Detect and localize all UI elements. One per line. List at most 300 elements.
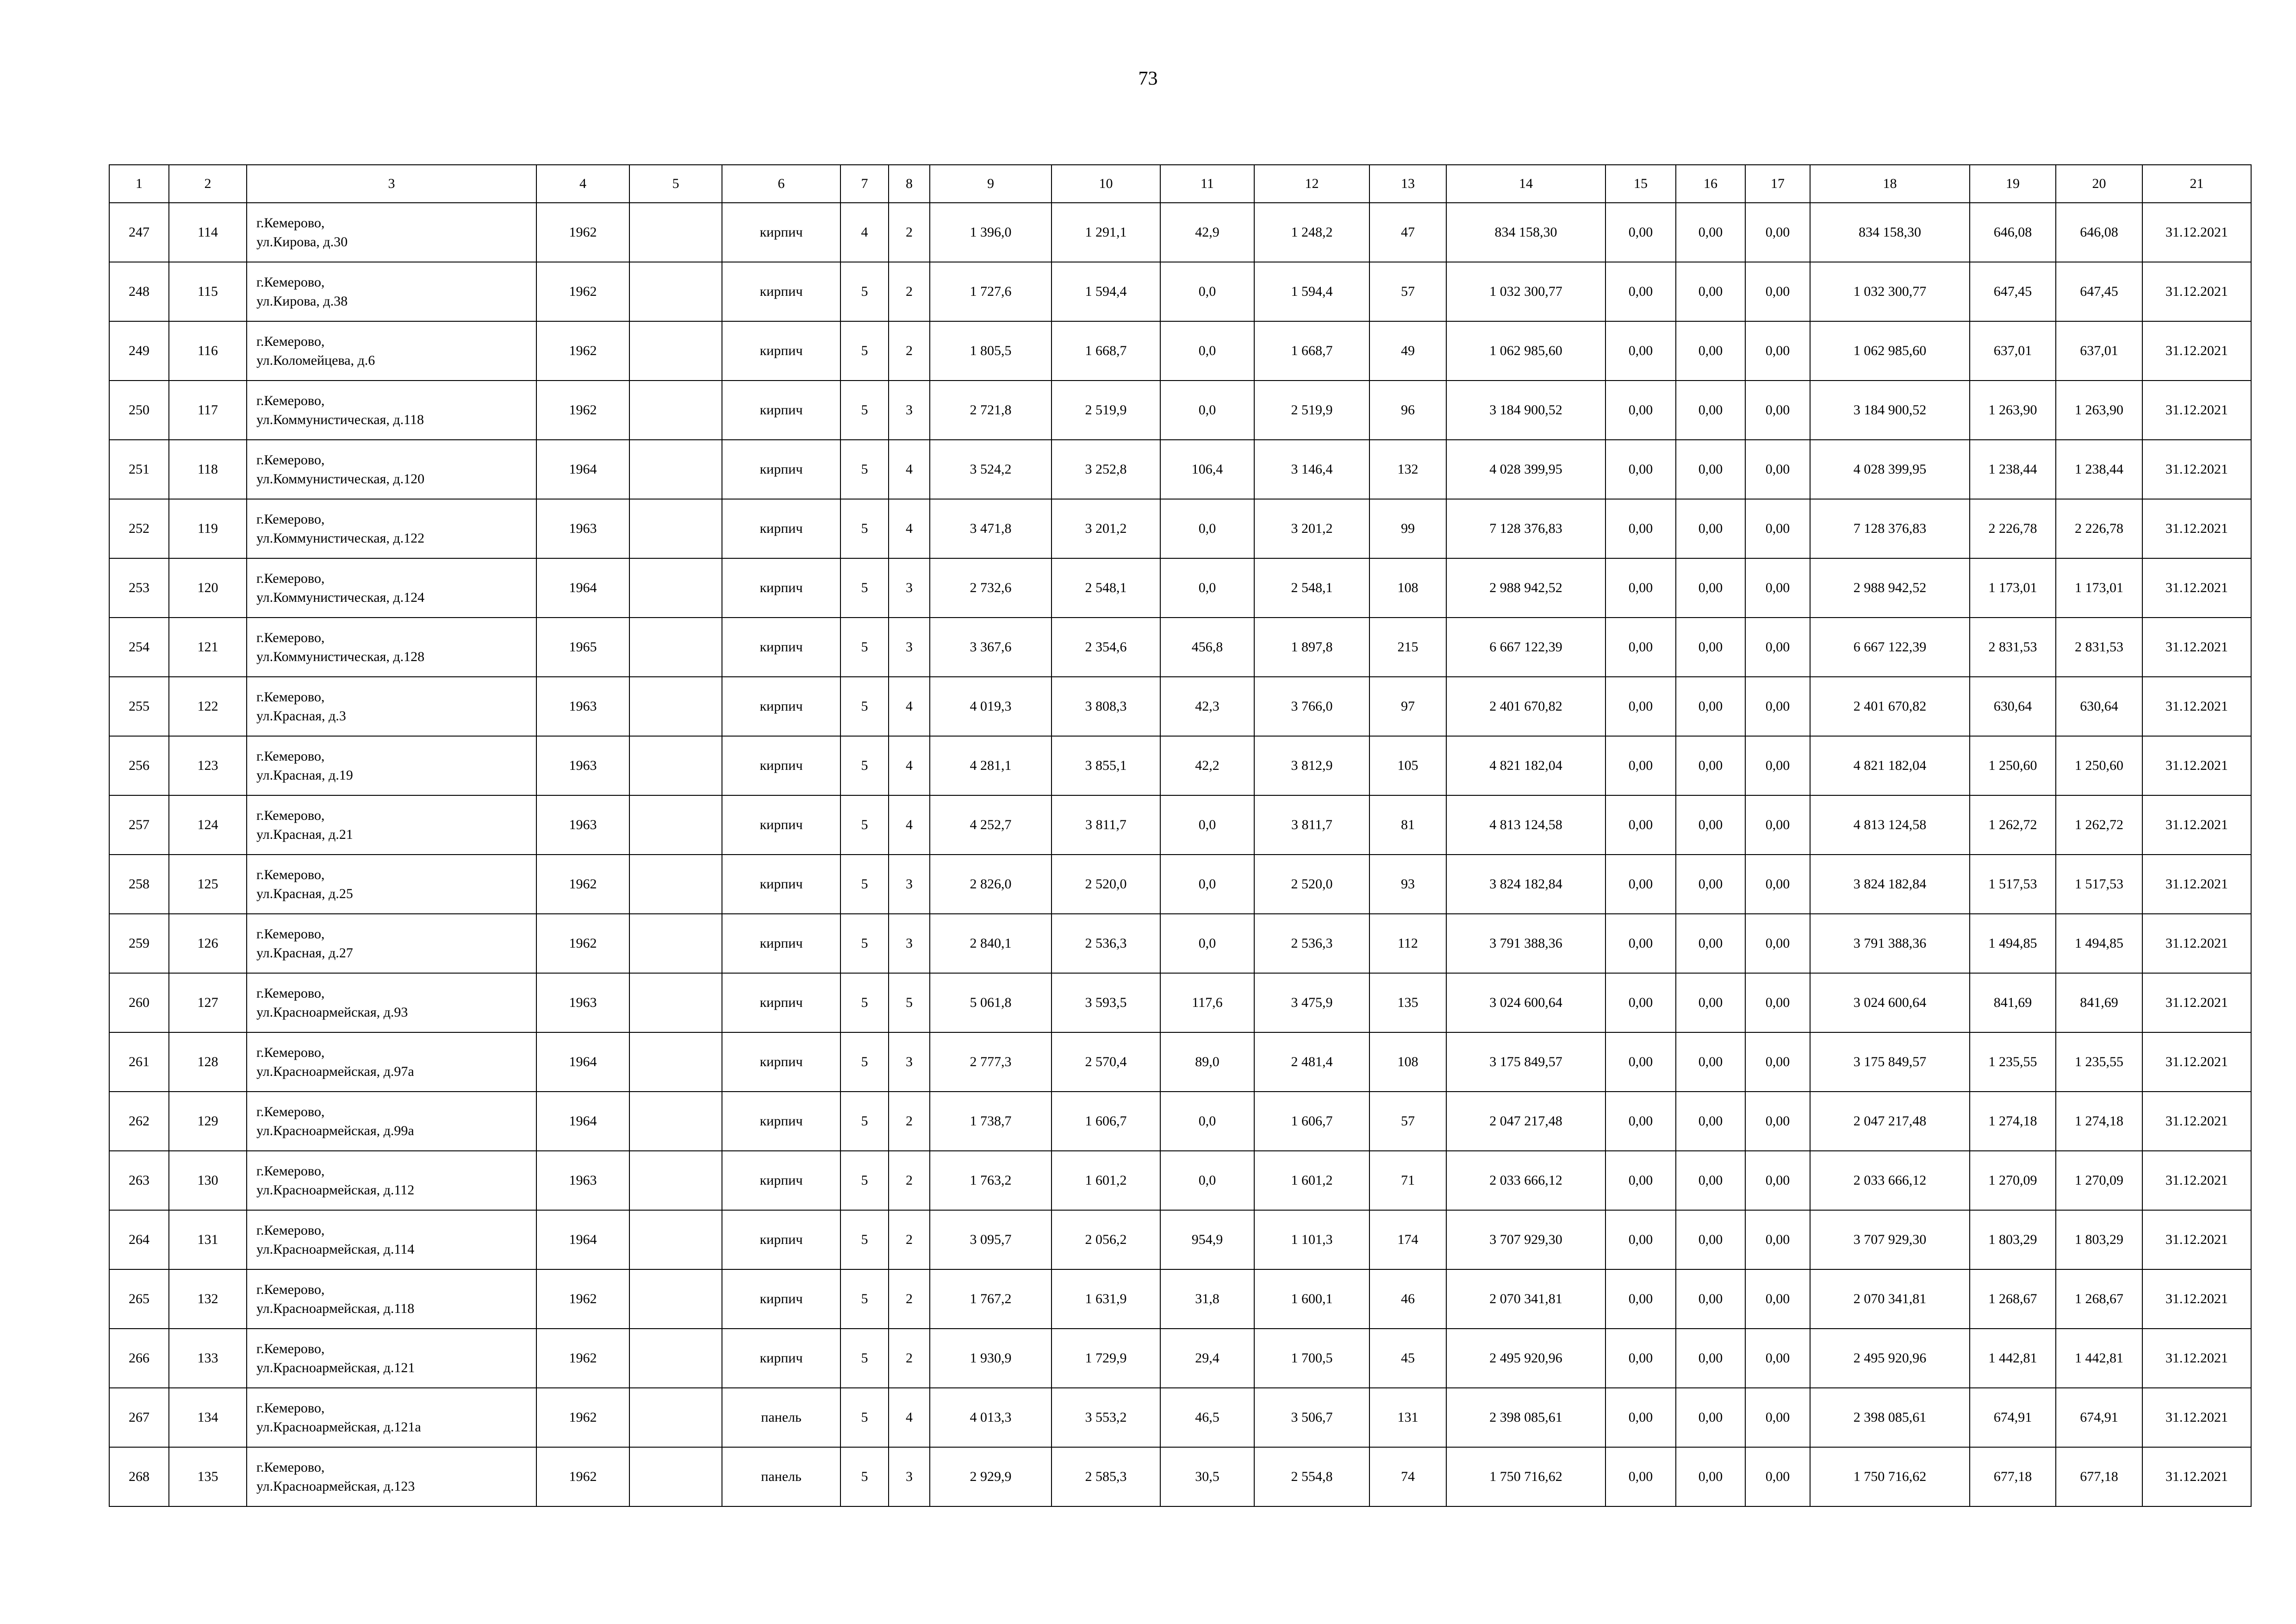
cell-col-7: 5 [840, 973, 889, 1032]
address-city: г.Кемерово, [256, 867, 325, 882]
cell-col-16: 0,00 [1676, 1032, 1745, 1092]
table-row [109, 855, 2251, 914]
cell-col-20: 647,45 [2056, 262, 2142, 321]
cell-col-11: 0,0 [1160, 499, 1254, 558]
cell-col-13: 174 [1369, 1210, 1446, 1269]
cell-col-5 [629, 618, 722, 677]
cell-col-11: 954,9 [1160, 1210, 1254, 1269]
cell-col-11: 0,0 [1160, 1151, 1254, 1210]
cell-col-11: 0,0 [1160, 558, 1254, 618]
cell-col-5 [629, 914, 722, 973]
cell-col-18: 2 401 670,82 [1810, 677, 1970, 736]
cell-col-11: 456,8 [1160, 618, 1254, 677]
cell-col-16: 0,00 [1676, 1269, 1745, 1329]
cell-col-18: 4 813 124,58 [1810, 795, 1970, 855]
cell-col-2: 127 [169, 973, 247, 1032]
cell-col-8: 2 [889, 203, 930, 262]
cell-col-14: 2 047 217,48 [1446, 1092, 1605, 1151]
cell-col-4: 1962 [536, 321, 629, 381]
cell-col-11: 0,0 [1160, 855, 1254, 914]
column-header-17: 17 [1745, 165, 1810, 203]
address-cell [247, 1210, 536, 1269]
cell-col-14: 7 128 376,83 [1446, 499, 1605, 558]
cell-col-11: 106,4 [1160, 440, 1254, 499]
cell-col-12: 1 601,2 [1254, 1151, 1369, 1210]
cell-col-4: 1962 [536, 1269, 629, 1329]
cell-col-10: 3 593,5 [1052, 973, 1160, 1032]
cell-col-19: 841,69 [1970, 973, 2056, 1032]
cell-col-10: 2 548,1 [1052, 558, 1160, 618]
cell-col-15: 0,00 [1605, 440, 1676, 499]
cell-col-19: 637,01 [1970, 321, 2056, 381]
cell-col-14: 4 821 182,04 [1446, 736, 1605, 795]
cell-col-1: 263 [109, 1151, 169, 1210]
address-city: г.Кемерово, [256, 512, 325, 527]
cell-col-10: 1 594,4 [1052, 262, 1160, 321]
table-row [109, 321, 2251, 381]
cell-col-1: 258 [109, 855, 169, 914]
cell-col-19: 1 250,60 [1970, 736, 2056, 795]
cell-col-2: 121 [169, 618, 247, 677]
cell-col-1: 265 [109, 1269, 169, 1329]
cell-col-1: 253 [109, 558, 169, 618]
cell-col-17: 0,00 [1745, 795, 1810, 855]
column-header-5: 5 [629, 165, 722, 203]
cell-col-16: 0,00 [1676, 558, 1745, 618]
cell-col-12: 2 519,9 [1254, 381, 1369, 440]
cell-col-13: 96 [1369, 381, 1446, 440]
cell-col-19: 1 173,01 [1970, 558, 2056, 618]
cell-col-6: кирпич [722, 1092, 840, 1151]
cell-col-18: 2 033 666,12 [1810, 1151, 1970, 1210]
cell-col-17: 0,00 [1745, 618, 1810, 677]
cell-col-13: 99 [1369, 499, 1446, 558]
cell-col-15: 0,00 [1605, 795, 1676, 855]
cell-col-16: 0,00 [1676, 1092, 1745, 1151]
cell-col-13: 57 [1369, 262, 1446, 321]
cell-col-14: 3 024 600,64 [1446, 973, 1605, 1032]
cell-col-6: кирпич [722, 381, 840, 440]
cell-col-12: 3 146,4 [1254, 440, 1369, 499]
cell-col-13: 81 [1369, 795, 1446, 855]
cell-col-11: 42,2 [1160, 736, 1254, 795]
table-row [109, 1092, 2251, 1151]
cell-col-10: 3 855,1 [1052, 736, 1160, 795]
cell-col-10: 3 811,7 [1052, 795, 1160, 855]
cell-col-19: 1 274,18 [1970, 1092, 2056, 1151]
cell-col-21: 31.12.2021 [2142, 381, 2251, 440]
cell-col-20: 1 268,67 [2056, 1269, 2142, 1329]
cell-col-21: 31.12.2021 [2142, 440, 2251, 499]
cell-col-4: 1964 [536, 1032, 629, 1092]
cell-col-20: 646,08 [2056, 203, 2142, 262]
cell-col-16: 0,00 [1676, 855, 1745, 914]
cell-col-16: 0,00 [1676, 1151, 1745, 1210]
cell-col-13: 49 [1369, 321, 1446, 381]
cell-col-4: 1962 [536, 1447, 629, 1506]
cell-col-6: кирпич [722, 1329, 840, 1388]
cell-col-10: 2 570,4 [1052, 1032, 1160, 1092]
cell-col-18: 3 707 929,30 [1810, 1210, 1970, 1269]
cell-col-21: 31.12.2021 [2142, 855, 2251, 914]
address-street: ул.Коммунистическая, д.122 [256, 531, 425, 546]
table-row [109, 736, 2251, 795]
cell-col-16: 0,00 [1676, 1329, 1745, 1388]
column-header-15: 15 [1605, 165, 1676, 203]
cell-col-7: 5 [840, 795, 889, 855]
column-header-12: 12 [1254, 165, 1369, 203]
cell-col-15: 0,00 [1605, 1388, 1676, 1447]
cell-col-1: 252 [109, 499, 169, 558]
address-cell [247, 855, 536, 914]
cell-col-16: 0,00 [1676, 914, 1745, 973]
cell-col-16: 0,00 [1676, 499, 1745, 558]
cell-col-4: 1962 [536, 1388, 629, 1447]
cell-col-14: 4 028 399,95 [1446, 440, 1605, 499]
cell-col-15: 0,00 [1605, 1329, 1676, 1388]
column-header-8: 8 [889, 165, 930, 203]
cell-col-5 [629, 1269, 722, 1329]
cell-col-12: 3 766,0 [1254, 677, 1369, 736]
cell-col-2: 126 [169, 914, 247, 973]
cell-col-7: 5 [840, 855, 889, 914]
cell-col-9: 4 281,1 [930, 736, 1052, 795]
cell-col-17: 0,00 [1745, 855, 1810, 914]
column-header-21: 21 [2142, 165, 2251, 203]
housing-registry-table [109, 164, 2252, 1507]
cell-col-9: 5 061,8 [930, 973, 1052, 1032]
cell-col-17: 0,00 [1745, 1032, 1810, 1092]
cell-col-8: 3 [889, 1447, 930, 1506]
cell-col-4: 1962 [536, 1329, 629, 1388]
address-city: г.Кемерово, [256, 1341, 325, 1356]
cell-col-14: 3 707 929,30 [1446, 1210, 1605, 1269]
cell-col-9: 1 763,2 [930, 1151, 1052, 1210]
cell-col-7: 5 [840, 1388, 889, 1447]
cell-col-10: 1 606,7 [1052, 1092, 1160, 1151]
cell-col-4: 1963 [536, 499, 629, 558]
cell-col-7: 5 [840, 1032, 889, 1092]
cell-col-16: 0,00 [1676, 381, 1745, 440]
cell-col-6: кирпич [722, 203, 840, 262]
column-header-16: 16 [1676, 165, 1745, 203]
table-body [109, 203, 2251, 1506]
cell-col-5 [629, 262, 722, 321]
cell-col-15: 0,00 [1605, 855, 1676, 914]
cell-col-17: 0,00 [1745, 1447, 1810, 1506]
cell-col-6: кирпич [722, 795, 840, 855]
cell-col-15: 0,00 [1605, 1447, 1676, 1506]
cell-col-9: 1 396,0 [930, 203, 1052, 262]
cell-col-8: 4 [889, 677, 930, 736]
address-cell [247, 262, 536, 321]
cell-col-5 [629, 677, 722, 736]
cell-col-5 [629, 440, 722, 499]
cell-col-14: 1 750 716,62 [1446, 1447, 1605, 1506]
cell-col-18: 6 667 122,39 [1810, 618, 1970, 677]
cell-col-2: 123 [169, 736, 247, 795]
cell-col-4: 1962 [536, 855, 629, 914]
column-header-4: 4 [536, 165, 629, 203]
cell-col-21: 31.12.2021 [2142, 677, 2251, 736]
cell-col-11: 42,9 [1160, 203, 1254, 262]
cell-col-17: 0,00 [1745, 262, 1810, 321]
address-city: г.Кемерово, [256, 926, 325, 942]
cell-col-14: 4 813 124,58 [1446, 795, 1605, 855]
column-header-14: 14 [1446, 165, 1605, 203]
cell-col-1: 260 [109, 973, 169, 1032]
cell-col-17: 0,00 [1745, 1210, 1810, 1269]
cell-col-10: 2 354,6 [1052, 618, 1160, 677]
cell-col-13: 71 [1369, 1151, 1446, 1210]
cell-col-10: 1 291,1 [1052, 203, 1160, 262]
address-city: г.Кемерово, [256, 452, 325, 468]
cell-col-17: 0,00 [1745, 914, 1810, 973]
cell-col-15: 0,00 [1605, 321, 1676, 381]
cell-col-14: 2 401 670,82 [1446, 677, 1605, 736]
cell-col-4: 1962 [536, 203, 629, 262]
cell-col-18: 2 988 942,52 [1810, 558, 1970, 618]
table-row [109, 381, 2251, 440]
column-header-19: 19 [1970, 165, 2056, 203]
cell-col-18: 3 791 388,36 [1810, 914, 1970, 973]
cell-col-5 [629, 1032, 722, 1092]
cell-col-2: 116 [169, 321, 247, 381]
cell-col-7: 5 [840, 1269, 889, 1329]
cell-col-14: 2 495 920,96 [1446, 1329, 1605, 1388]
cell-col-4: 1962 [536, 262, 629, 321]
cell-col-10: 3 808,3 [1052, 677, 1160, 736]
cell-col-2: 120 [169, 558, 247, 618]
cell-col-12: 3 475,9 [1254, 973, 1369, 1032]
cell-col-8: 3 [889, 558, 930, 618]
address-cell [247, 795, 536, 855]
cell-col-7: 5 [840, 440, 889, 499]
cell-col-20: 841,69 [2056, 973, 2142, 1032]
cell-col-21: 31.12.2021 [2142, 499, 2251, 558]
cell-col-17: 0,00 [1745, 203, 1810, 262]
cell-col-2: 135 [169, 1447, 247, 1506]
address-city: г.Кемерово, [256, 1223, 325, 1238]
cell-col-4: 1963 [536, 1151, 629, 1210]
address-cell [247, 499, 536, 558]
cell-col-10: 1 729,9 [1052, 1329, 1160, 1388]
cell-col-17: 0,00 [1745, 1092, 1810, 1151]
cell-col-21: 31.12.2021 [2142, 1210, 2251, 1269]
table-row [109, 440, 2251, 499]
cell-col-6: кирпич [722, 677, 840, 736]
address-city: г.Кемерово, [256, 334, 325, 349]
cell-col-13: 47 [1369, 203, 1446, 262]
cell-col-7: 5 [840, 262, 889, 321]
cell-col-6: кирпич [722, 914, 840, 973]
cell-col-6: кирпич [722, 973, 840, 1032]
cell-col-15: 0,00 [1605, 1151, 1676, 1210]
address-cell [247, 973, 536, 1032]
address-street: ул.Красноармейская, д.114 [256, 1242, 415, 1257]
cell-col-14: 6 667 122,39 [1446, 618, 1605, 677]
address-street: ул.Красноармейская, д.121а [256, 1419, 421, 1435]
cell-col-15: 0,00 [1605, 262, 1676, 321]
cell-col-6: кирпич [722, 1032, 840, 1092]
cell-col-5 [629, 1210, 722, 1269]
cell-col-1: 247 [109, 203, 169, 262]
address-street: ул.Красноармейская, д.97а [256, 1064, 414, 1079]
cell-col-13: 132 [1369, 440, 1446, 499]
cell-col-6: кирпич [722, 736, 840, 795]
cell-col-11: 0,0 [1160, 262, 1254, 321]
cell-col-5 [629, 1329, 722, 1388]
cell-col-17: 0,00 [1745, 1269, 1810, 1329]
address-cell [247, 381, 536, 440]
address-city: г.Кемерово, [256, 275, 325, 290]
cell-col-19: 646,08 [1970, 203, 2056, 262]
address-street: ул.Красноармейская, д.118 [256, 1301, 415, 1316]
column-header-3: 3 [247, 165, 536, 203]
cell-col-8: 3 [889, 381, 930, 440]
cell-col-18: 2 398 085,61 [1810, 1388, 1970, 1447]
cell-col-16: 0,00 [1676, 1388, 1745, 1447]
cell-col-14: 2 033 666,12 [1446, 1151, 1605, 1210]
cell-col-10: 2 520,0 [1052, 855, 1160, 914]
cell-col-7: 5 [840, 677, 889, 736]
address-street: ул.Кирова, д.38 [256, 294, 348, 309]
cell-col-10: 1 668,7 [1052, 321, 1160, 381]
cell-col-5 [629, 1388, 722, 1447]
cell-col-9: 2 826,0 [930, 855, 1052, 914]
cell-col-17: 0,00 [1745, 321, 1810, 381]
cell-col-15: 0,00 [1605, 558, 1676, 618]
cell-col-11: 0,0 [1160, 381, 1254, 440]
cell-col-8: 2 [889, 321, 930, 381]
cell-col-15: 0,00 [1605, 1269, 1676, 1329]
address-street: ул.Коломейцева, д.6 [256, 353, 375, 368]
table-row [109, 1032, 2251, 1092]
cell-col-2: 124 [169, 795, 247, 855]
cell-col-8: 2 [889, 1151, 930, 1210]
address-cell [247, 440, 536, 499]
address-street: ул.Красноармейская, д.123 [256, 1479, 415, 1494]
cell-col-13: 97 [1369, 677, 1446, 736]
cell-col-8: 2 [889, 1329, 930, 1388]
cell-col-1: 262 [109, 1092, 169, 1151]
cell-col-2: 132 [169, 1269, 247, 1329]
cell-col-12: 2 554,8 [1254, 1447, 1369, 1506]
cell-col-4: 1964 [536, 1092, 629, 1151]
cell-col-2: 125 [169, 855, 247, 914]
cell-col-21: 31.12.2021 [2142, 618, 2251, 677]
address-street: ул.Коммунистическая, д.120 [256, 471, 425, 487]
address-cell [247, 321, 536, 381]
column-header-9: 9 [930, 165, 1052, 203]
column-header-7: 7 [840, 165, 889, 203]
cell-col-19: 1 262,72 [1970, 795, 2056, 855]
column-header-11: 11 [1160, 165, 1254, 203]
address-street: ул.Красноармейская, д.99а [256, 1123, 414, 1138]
cell-col-21: 31.12.2021 [2142, 795, 2251, 855]
cell-col-2: 114 [169, 203, 247, 262]
cell-col-20: 1 274,18 [2056, 1092, 2142, 1151]
column-header-2: 2 [169, 165, 247, 203]
cell-col-9: 3 367,6 [930, 618, 1052, 677]
cell-col-12: 2 481,4 [1254, 1032, 1369, 1092]
cell-col-8: 4 [889, 440, 930, 499]
cell-col-21: 31.12.2021 [2142, 1092, 2251, 1151]
cell-col-14: 3 175 849,57 [1446, 1032, 1605, 1092]
cell-col-1: 256 [109, 736, 169, 795]
cell-col-11: 29,4 [1160, 1329, 1254, 1388]
cell-col-15: 0,00 [1605, 736, 1676, 795]
address-street: ул.Красная, д.21 [256, 827, 353, 842]
cell-col-15: 0,00 [1605, 1032, 1676, 1092]
cell-col-9: 3 471,8 [930, 499, 1052, 558]
cell-col-11: 0,0 [1160, 795, 1254, 855]
cell-col-20: 1 270,09 [2056, 1151, 2142, 1210]
cell-col-21: 31.12.2021 [2142, 1447, 2251, 1506]
cell-col-9: 4 013,3 [930, 1388, 1052, 1447]
cell-col-11: 30,5 [1160, 1447, 1254, 1506]
cell-col-5 [629, 1447, 722, 1506]
cell-col-14: 3 791 388,36 [1446, 914, 1605, 973]
table-row [109, 795, 2251, 855]
cell-col-13: 131 [1369, 1388, 1446, 1447]
cell-col-18: 834 158,30 [1810, 203, 1970, 262]
cell-col-17: 0,00 [1745, 499, 1810, 558]
cell-col-16: 0,00 [1676, 618, 1745, 677]
cell-col-15: 0,00 [1605, 1092, 1676, 1151]
cell-col-2: 115 [169, 262, 247, 321]
cell-col-15: 0,00 [1605, 381, 1676, 440]
cell-col-17: 0,00 [1745, 736, 1810, 795]
column-header-10: 10 [1052, 165, 1160, 203]
cell-col-7: 5 [840, 1151, 889, 1210]
cell-col-21: 31.12.2021 [2142, 1151, 2251, 1210]
cell-col-16: 0,00 [1676, 677, 1745, 736]
address-street: ул.Красная, д.27 [256, 945, 353, 961]
table-row [109, 1447, 2251, 1506]
cell-col-5 [629, 321, 722, 381]
address-cell [247, 736, 536, 795]
cell-col-19: 1 803,29 [1970, 1210, 2056, 1269]
cell-col-18: 1 062 985,60 [1810, 321, 1970, 381]
cell-col-17: 0,00 [1745, 973, 1810, 1032]
cell-col-21: 31.12.2021 [2142, 973, 2251, 1032]
cell-col-1: 255 [109, 677, 169, 736]
table-row [109, 262, 2251, 321]
cell-col-4: 1964 [536, 558, 629, 618]
cell-col-9: 1 767,2 [930, 1269, 1052, 1329]
column-header-6: 6 [722, 165, 840, 203]
cell-col-21: 31.12.2021 [2142, 262, 2251, 321]
cell-col-21: 31.12.2021 [2142, 1032, 2251, 1092]
address-city: г.Кемерово, [256, 1460, 325, 1475]
cell-col-2: 117 [169, 381, 247, 440]
cell-col-20: 674,91 [2056, 1388, 2142, 1447]
cell-col-9: 1 930,9 [930, 1329, 1052, 1388]
cell-col-8: 4 [889, 736, 930, 795]
address-cell [247, 618, 536, 677]
cell-col-4: 1964 [536, 440, 629, 499]
address-city: г.Кемерово, [256, 1045, 325, 1060]
address-city: г.Кемерово, [256, 1163, 325, 1179]
cell-col-20: 1 250,60 [2056, 736, 2142, 795]
table-row [109, 1329, 2251, 1388]
table-row [109, 1151, 2251, 1210]
address-cell [247, 203, 536, 262]
cell-col-19: 1 268,67 [1970, 1269, 2056, 1329]
cell-col-20: 1 517,53 [2056, 855, 2142, 914]
cell-col-11: 0,0 [1160, 914, 1254, 973]
